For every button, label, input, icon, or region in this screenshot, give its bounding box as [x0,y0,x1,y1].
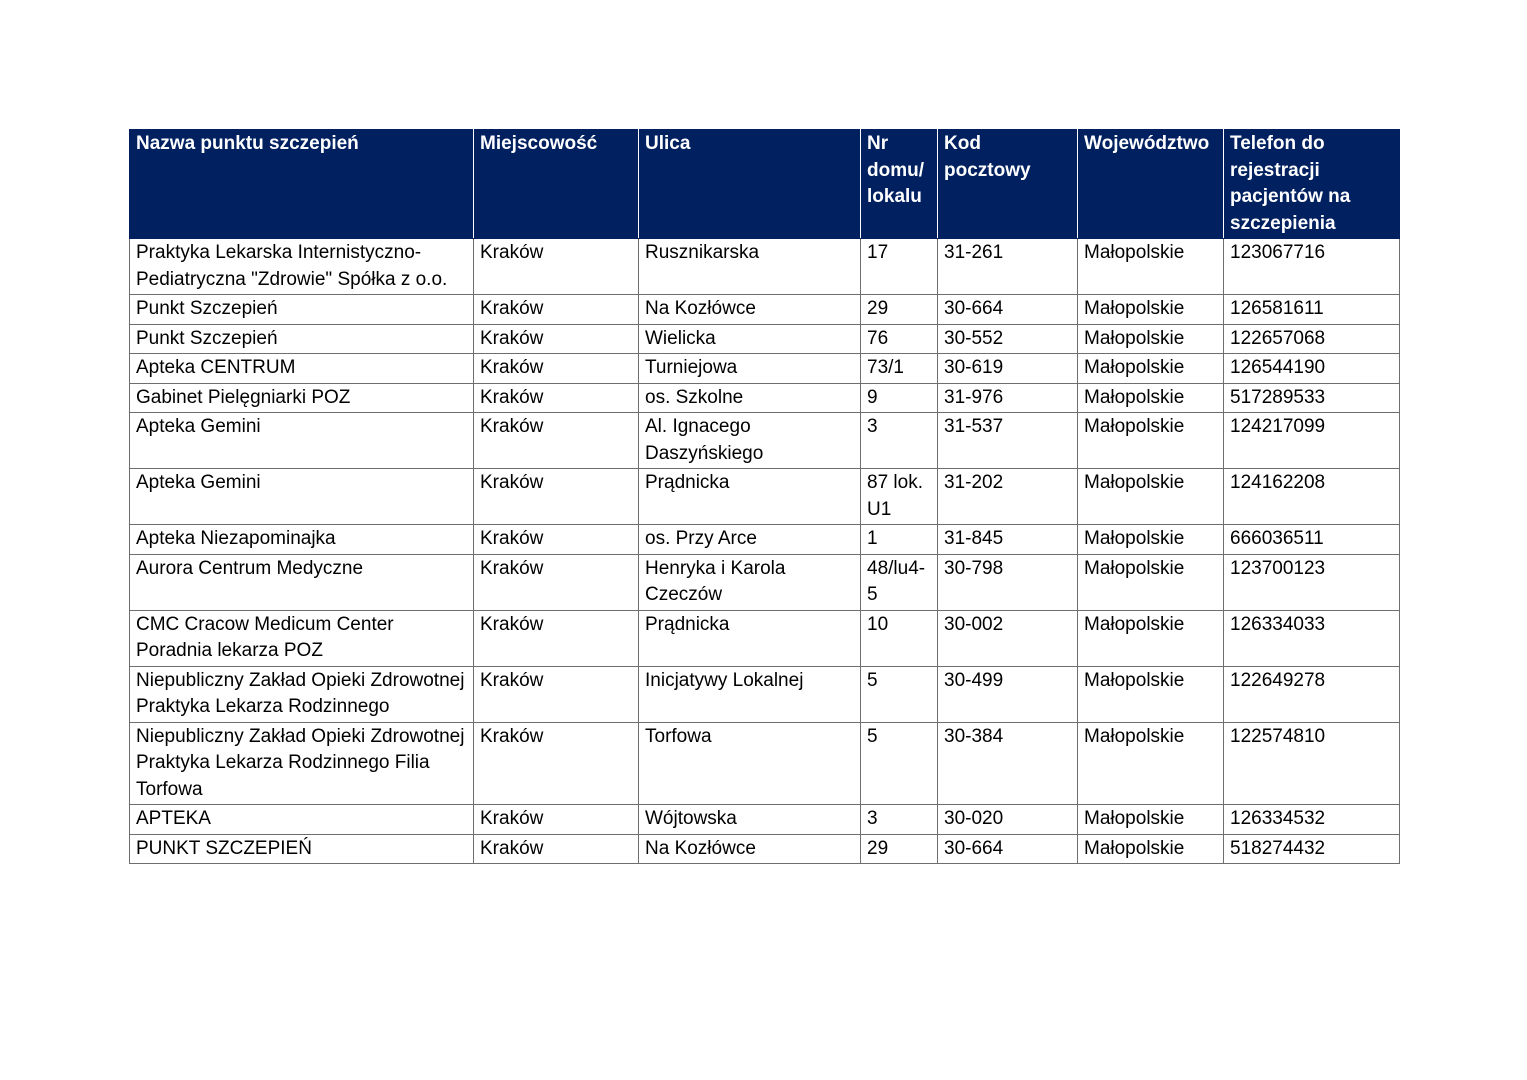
cell-house-number: 48/lu4-5 [861,554,938,610]
table-row [130,525,1400,555]
table-row [130,722,1400,805]
cell-city: Kraków [474,383,639,413]
cell-voivodeship: Małopolskie [1078,834,1224,864]
cell-phone: 126334033 [1224,610,1400,666]
cell-phone: 517289533 [1224,383,1400,413]
vaccination-points-table [129,129,1400,864]
cell-name: Niepubliczny Zakład Opieki Zdrowotnej Praktyka Lekarza Rodzinnego Filia Torfowa [130,722,474,805]
table-row [130,805,1400,835]
cell-name: Apteka CENTRUM [130,354,474,384]
cell-street: Na Kozłówce [639,834,861,864]
cell-phone: 122649278 [1224,666,1400,722]
cell-voivodeship: Małopolskie [1078,239,1224,295]
cell-street: Turniejowa [639,354,861,384]
cell-city: Kraków [474,295,639,325]
cell-phone: 126334532 [1224,805,1400,835]
cell-voivodeship: Małopolskie [1078,554,1224,610]
cell-postal-code: 31-261 [938,239,1078,295]
cell-street: os. Przy Arce [639,525,861,555]
cell-phone: 123067716 [1224,239,1400,295]
cell-street: Prądnicka [639,610,861,666]
cell-postal-code: 30-552 [938,324,1078,354]
cell-phone: 666036511 [1224,525,1400,555]
cell-postal-code: 30-798 [938,554,1078,610]
cell-phone: 124217099 [1224,413,1400,469]
cell-street: Wielicka [639,324,861,354]
table-row [130,469,1400,525]
cell-street: Henryka i Karola Czeczów [639,554,861,610]
cell-city: Kraków [474,354,639,384]
header-street: Ulica [639,130,861,239]
cell-city: Kraków [474,413,639,469]
table-row [130,324,1400,354]
table-row [130,383,1400,413]
header-registration-phone: Telefon do rejestracji pacjentów na szczepienia [1224,130,1400,239]
cell-house-number: 5 [861,722,938,805]
cell-postal-code: 30-664 [938,834,1078,864]
header-postal-code: Kod pocztowy [938,130,1078,239]
cell-street: Inicjatywy Lokalnej [639,666,861,722]
cell-street: os. Szkolne [639,383,861,413]
cell-postal-code: 31-537 [938,413,1078,469]
cell-postal-code: 31-845 [938,525,1078,555]
cell-street: Al. Ignacego Daszyńskiego [639,413,861,469]
cell-street: Na Kozłówce [639,295,861,325]
cell-name: Niepubliczny Zakład Opieki Zdrowotnej Praktyka Lekarza Rodzinnego [130,666,474,722]
cell-voivodeship: Małopolskie [1078,295,1224,325]
header-name: Nazwa punktu szczepień [130,130,474,239]
cell-postal-code: 30-664 [938,295,1078,325]
cell-voivodeship: Małopolskie [1078,413,1224,469]
cell-house-number: 29 [861,834,938,864]
cell-postal-code: 30-619 [938,354,1078,384]
cell-city: Kraków [474,554,639,610]
cell-voivodeship: Małopolskie [1078,805,1224,835]
cell-city: Kraków [474,805,639,835]
cell-street: Rusznikarska [639,239,861,295]
table-row [130,354,1400,384]
cell-voivodeship: Małopolskie [1078,469,1224,525]
header-city: Miejscowość [474,130,639,239]
cell-name: Apteka Gemini [130,469,474,525]
cell-house-number: 29 [861,295,938,325]
cell-name: Aurora Centrum Medyczne [130,554,474,610]
cell-house-number: 17 [861,239,938,295]
cell-voivodeship: Małopolskie [1078,354,1224,384]
cell-city: Kraków [474,834,639,864]
cell-phone: 122657068 [1224,324,1400,354]
cell-name: APTEKA [130,805,474,835]
cell-voivodeship: Małopolskie [1078,324,1224,354]
cell-postal-code: 30-384 [938,722,1078,805]
cell-city: Kraków [474,324,639,354]
cell-house-number: 9 [861,383,938,413]
cell-city: Kraków [474,239,639,295]
cell-house-number: 10 [861,610,938,666]
table-row [130,413,1400,469]
cell-city: Kraków [474,666,639,722]
cell-city: Kraków [474,610,639,666]
cell-voivodeship: Małopolskie [1078,525,1224,555]
cell-city: Kraków [474,469,639,525]
header-house-number: Nr domu/ lokalu [861,130,938,239]
cell-phone: 123700123 [1224,554,1400,610]
table-body [130,239,1400,864]
table-row [130,239,1400,295]
header-voivodeship: Województwo [1078,130,1224,239]
cell-street: Torfowa [639,722,861,805]
cell-house-number: 3 [861,413,938,469]
cell-street: Prądnicka [639,469,861,525]
cell-name: Punkt Szczepień [130,324,474,354]
cell-house-number: 1 [861,525,938,555]
cell-name: PUNKT SZCZEPIEŃ [130,834,474,864]
cell-house-number: 73/1 [861,354,938,384]
table-row [130,834,1400,864]
table-row [130,610,1400,666]
cell-name: Apteka Gemini [130,413,474,469]
cell-voivodeship: Małopolskie [1078,383,1224,413]
cell-postal-code: 31-202 [938,469,1078,525]
cell-name: Gabinet Pielęgniarki POZ [130,383,474,413]
cell-voivodeship: Małopolskie [1078,666,1224,722]
cell-name: Apteka Niezapominajka [130,525,474,555]
cell-phone: 518274432 [1224,834,1400,864]
cell-house-number: 3 [861,805,938,835]
cell-house-number: 76 [861,324,938,354]
cell-city: Kraków [474,722,639,805]
cell-house-number: 5 [861,666,938,722]
table-header-row [130,130,1400,239]
cell-postal-code: 30-002 [938,610,1078,666]
cell-voivodeship: Małopolskie [1078,610,1224,666]
cell-postal-code: 30-499 [938,666,1078,722]
cell-phone: 126544190 [1224,354,1400,384]
table-row [130,295,1400,325]
table-row [130,666,1400,722]
cell-name: Punkt Szczepień [130,295,474,325]
cell-postal-code: 30-020 [938,805,1078,835]
cell-phone: 124162208 [1224,469,1400,525]
cell-city: Kraków [474,525,639,555]
cell-voivodeship: Małopolskie [1078,722,1224,805]
cell-house-number: 87 lok. U1 [861,469,938,525]
table-row [130,554,1400,610]
cell-name: Praktyka Lekarska Internistyczno-Pediatryczna "Zdrowie" Spółka z o.o. [130,239,474,295]
cell-street: Wójtowska [639,805,861,835]
cell-postal-code: 31-976 [938,383,1078,413]
cell-name: CMC Cracow Medicum Center Poradnia lekarza POZ [130,610,474,666]
cell-phone: 126581611 [1224,295,1400,325]
cell-phone: 122574810 [1224,722,1400,805]
